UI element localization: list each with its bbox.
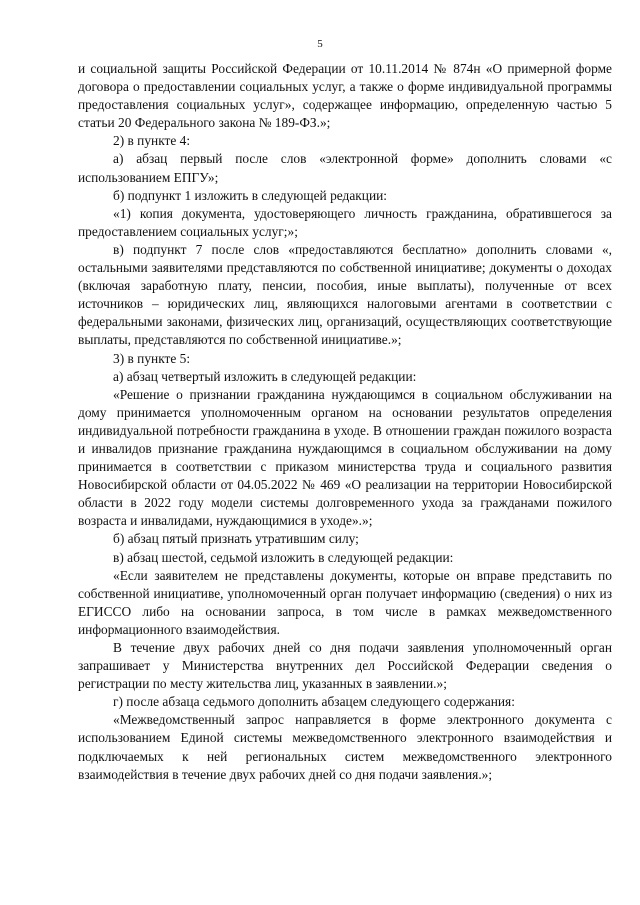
paragraph-9: «Решение о признании гражданина нуждающимся в социальном обслуживании на дому принимается уполномоченным органом на основании результатов определения индивидуальной потребности гражданина в уходе. В отношении граждан пожилого возраста и инвалидов признание гражданина нуждающимся в социальном обслуживании на дому принимается в соответствии с приказом министерства труда и социального развития Новосибирской области от 04.05.2022 № 469 «О реализации на территории Новосибирской области в 2022 году модели системы долговременного ухода за гражданами пожилого возраста и инвалидами, нуждающимися в уходе».»; <box>78 386 612 529</box>
paragraph-13: В течение двух рабочих дней со дня подачи заявления уполномоченный орган запрашивает у Министерства внутренних дел Российской Федерации сведения о регистрации по месту жительства лиц, указанных в заявлении.»; <box>78 640 612 692</box>
paragraph-15: «Межведомственный запрос направляется в форме электронного документа с использованием Единой системы межведомственного электронного взаимодействия и подключаемых к ней региональных систем межведомственного электронного взаимодействия в течение двух рабочих дней со дня подачи заявления.»; <box>78 712 612 782</box>
paragraph-12: «Если заявителем не представлены документы, которые он вправе представить по собственной инициативе, уполномоченный орган получает информацию (сведения) о них из ЕГИССО либо на основании запроса, в том числе в рамках межведомственного информационного взаимодействия. <box>78 567 612 637</box>
paragraph-2: 2) в пункте 4: <box>113 133 191 149</box>
paragraph-7: 3) в пункте 5: <box>113 350 191 366</box>
document-body <box>78 60 612 784</box>
paragraph-4: б) подпункт 1 изложить в следующей редакции: <box>113 187 388 203</box>
paragraph-1: и социальной защиты Российской Федерации от 10.11.2014 № 874н «О примерной форме договора о предоставлении социальных услуг, а также о форме индивидуальной программы предоставления социальных услуг», содержащее информацию, определенную частью 5 статьи 20 Федерального закона № 189-ФЗ.»; <box>78 61 612 131</box>
paragraph-14: г) после абзаца седьмого дополнить абзацем следующего содержания: <box>113 694 515 710</box>
paragraph-6: в) подпункт 7 после слов «предоставляются бесплатно» дополнить словами «, остальными заявителями представляются по собственной инициативе; документы о доходах (включая заработную плату, пенсии, пособия, иные выплаты), полученные от всех источников – юридических лиц, являющихся налоговыми агентами в соответствии с федеральными законами, физических лиц, организаций, осуществляющих соответствующие выплаты, представляются по собственной инициативе.»; <box>78 241 612 348</box>
paragraph-11: в) абзац шестой, седьмой изложить в следующей редакции: <box>113 549 454 565</box>
paragraph-5: «1) копия документа, удостоверяющего личность гражданина, обратившегося за предоставлением социальных услуг;»; <box>78 205 612 239</box>
paragraph-3: а) абзац первый после слов «электронной форме» дополнить словами «с использованием ЕПГУ»; <box>78 151 612 185</box>
paragraph-8: а) абзац четвертый изложить в следующей редакции: <box>113 368 417 384</box>
page-number: 5 <box>317 38 323 50</box>
paragraph-10: б) абзац пятый признать утратившим силу; <box>113 531 359 547</box>
